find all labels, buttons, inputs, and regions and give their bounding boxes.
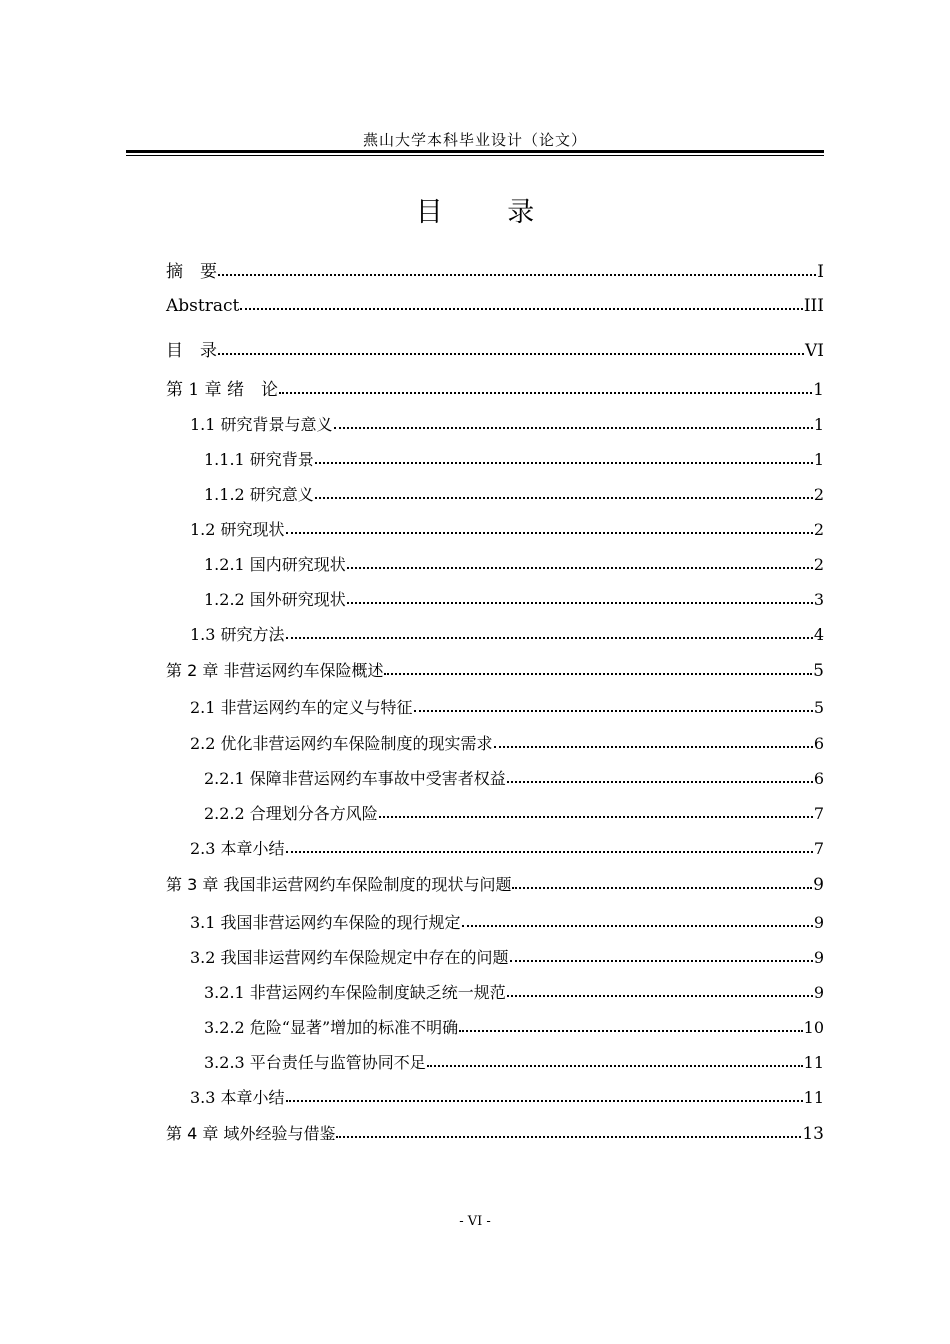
toc-entry-label: 2.1 非营运网约车的定义与特征 xyxy=(190,698,413,717)
toc-entry[interactable] xyxy=(166,447,824,470)
header-rule-thick xyxy=(126,150,824,153)
toc-title: 目 录 xyxy=(415,197,563,228)
toc-entry-page: VI xyxy=(805,341,824,361)
toc-entry-label: 3.2.1 非营运网约车保险制度缺乏统一规范 xyxy=(204,983,506,1002)
toc-entry-page: 9 xyxy=(813,875,824,895)
leader-dots xyxy=(240,307,803,310)
toc-entry[interactable] xyxy=(166,517,824,540)
leader-dots xyxy=(286,531,813,534)
toc-entry[interactable] xyxy=(166,872,824,895)
toc-entry-label: 第 2 章 非营运网约车保险概述 xyxy=(166,661,384,680)
toc-entry-label: 3.2.3 平台责任与监管协同不足 xyxy=(204,1053,426,1072)
leader-dots xyxy=(507,994,813,997)
toc-entry-label: 第 4 章 域外经验与借鉴 xyxy=(166,1124,336,1143)
toc-entry-page: 1 xyxy=(813,450,824,469)
toc-entry-page: I xyxy=(817,262,824,282)
toc-entry[interactable] xyxy=(166,731,824,754)
toc-entry-label: 1.1.1 研究背景 xyxy=(204,450,314,469)
toc-entry-page: 13 xyxy=(802,1124,824,1144)
toc-entry[interactable] xyxy=(166,1050,824,1073)
page-header: 燕山大学本科毕业设计（论文） xyxy=(362,131,587,149)
leader-dots xyxy=(336,1135,801,1138)
toc-entry-page: 1 xyxy=(813,415,824,434)
toc-entry[interactable] xyxy=(166,257,824,282)
toc-entry-label: 2.3 本章小结 xyxy=(190,839,285,858)
toc-entry-page: 10 xyxy=(803,1018,824,1037)
toc-entry-page: 9 xyxy=(813,948,824,967)
leader-dots xyxy=(510,959,813,962)
leader-dots xyxy=(459,1029,802,1032)
toc-entry-label: 1.1.2 研究意义 xyxy=(204,485,314,504)
toc-entry-page: 5 xyxy=(813,661,824,681)
toc-entry[interactable] xyxy=(166,622,824,645)
toc-entry[interactable] xyxy=(166,801,824,824)
toc-entry-label: 目 录 xyxy=(166,341,217,361)
toc-entry-label: 3.2.2 危险“显著”增加的标准不明确 xyxy=(204,1018,459,1037)
toc-entry-page: 11 xyxy=(803,1053,824,1072)
toc-entry[interactable] xyxy=(166,695,824,718)
leader-dots xyxy=(427,1064,803,1067)
toc-entry-label: 3.1 我国非营运网约车保险的现行规定 xyxy=(190,913,461,932)
header-rule-thin xyxy=(126,155,824,156)
toc-entry[interactable] xyxy=(166,412,824,435)
toc-entry-page: 3 xyxy=(813,590,824,609)
toc-entry-page: 2 xyxy=(813,520,824,539)
leader-dots xyxy=(462,924,813,927)
toc-entry[interactable] xyxy=(166,836,824,859)
toc-entry-label: 第 3 章 我国非运营网约车保险制度的现状与问题 xyxy=(166,875,512,894)
toc-entry-page: 5 xyxy=(813,698,824,717)
leader-dots xyxy=(218,352,804,355)
toc-entry-label: 1.1 研究背景与意义 xyxy=(190,415,333,434)
toc-entry[interactable] xyxy=(166,336,824,361)
toc-entry-page: 4 xyxy=(813,625,824,644)
toc-entry[interactable] xyxy=(166,658,824,681)
toc-entry[interactable] xyxy=(166,552,824,575)
toc-entry-page: 11 xyxy=(803,1088,824,1107)
toc-entry[interactable] xyxy=(166,980,824,1003)
toc-entry-page: III xyxy=(803,296,824,316)
toc-entry[interactable] xyxy=(166,482,824,505)
toc-entry-label: 3.2 我国非运营网约车保险规定中存在的问题 xyxy=(190,948,509,967)
toc-entry[interactable] xyxy=(166,1121,824,1144)
toc-entry[interactable] xyxy=(166,910,824,933)
toc-entry-page: 7 xyxy=(813,839,824,858)
leader-dots xyxy=(315,461,813,464)
toc-entry-label: 3.3 本章小结 xyxy=(190,1088,285,1107)
toc-entry-label: 1.2.1 国内研究现状 xyxy=(204,555,346,574)
leader-dots xyxy=(218,273,816,276)
leader-dots xyxy=(334,426,813,429)
toc-entry-label: 第 1 章 绪 论 xyxy=(166,380,279,400)
toc-entry-page: 2 xyxy=(813,555,824,574)
toc-entry-label: 1.2 研究现状 xyxy=(190,520,285,539)
toc-entry[interactable] xyxy=(166,1015,824,1038)
leader-dots xyxy=(286,636,813,639)
leader-dots xyxy=(494,745,813,748)
leader-dots xyxy=(347,601,813,604)
toc-entry-label: 1.2.2 国外研究现状 xyxy=(204,590,346,609)
toc-entry-page: 9 xyxy=(813,913,824,932)
leader-dots xyxy=(384,672,812,675)
page-number-footer: - VI - xyxy=(459,1214,491,1229)
toc-entry-label: 2.2.1 保障非营运网约车事故中受害者权益 xyxy=(204,769,506,788)
leader-dots xyxy=(512,886,812,889)
toc-entry[interactable] xyxy=(166,587,824,610)
toc-entry-label: 2.2.2 合理划分各方风险 xyxy=(204,804,378,823)
toc-entry-label: 1.3 研究方法 xyxy=(190,625,285,644)
leader-dots xyxy=(279,391,812,394)
toc-entry[interactable] xyxy=(166,296,824,316)
leader-dots xyxy=(507,780,813,783)
toc-entry[interactable] xyxy=(166,1085,824,1108)
toc-entry[interactable] xyxy=(166,945,824,968)
toc-entry-page: 7 xyxy=(813,804,824,823)
toc-entry-label: Abstract xyxy=(166,296,240,316)
toc-entry[interactable] xyxy=(166,766,824,789)
toc-entry-page: 6 xyxy=(813,734,824,753)
leader-dots xyxy=(286,850,813,853)
leader-dots xyxy=(286,1099,803,1102)
leader-dots xyxy=(315,496,813,499)
leader-dots xyxy=(414,709,813,712)
leader-dots xyxy=(379,815,813,818)
toc-entry-page: 6 xyxy=(813,769,824,788)
toc-entry-label: 2.2 优化非营运网约车保险制度的现实需求 xyxy=(190,734,493,753)
leader-dots xyxy=(347,566,813,569)
toc-entry[interactable] xyxy=(166,375,824,400)
toc-entry-page: 9 xyxy=(813,983,824,1002)
toc-entry-page: 1 xyxy=(813,380,824,400)
toc-entry-label: 摘 要 xyxy=(166,262,217,282)
toc-entry-page: 2 xyxy=(813,485,824,504)
